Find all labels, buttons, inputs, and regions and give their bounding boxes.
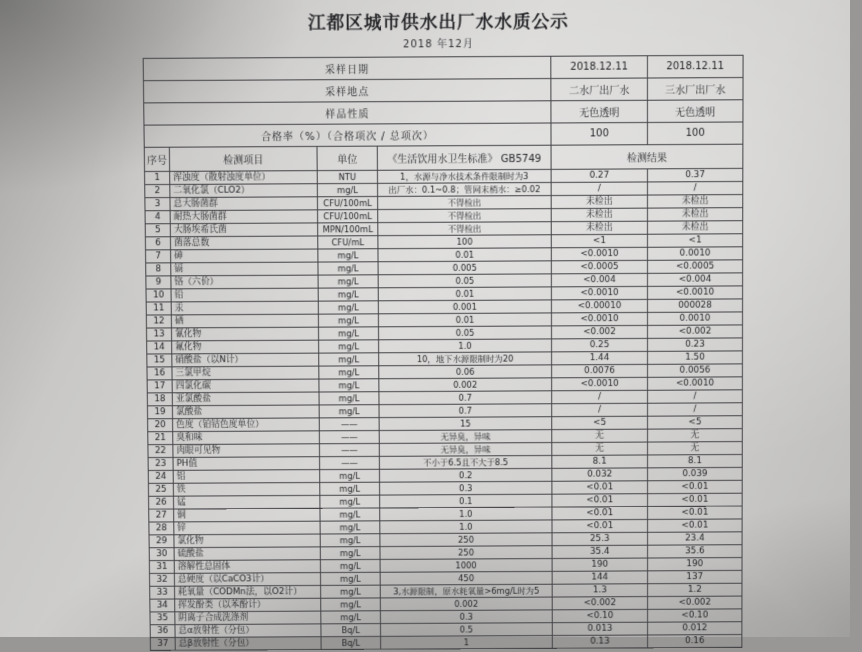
row-standard: 1000 [380, 559, 552, 573]
row-result-2: 8.1 [648, 454, 743, 467]
row-item: 氯酸盐 [172, 405, 319, 419]
row-result-1: <0.01 [552, 519, 648, 532]
row-no: 25 [148, 483, 173, 496]
row-standard: 250 [380, 546, 552, 560]
row-no: 24 [148, 470, 173, 483]
row-item: 三氯甲烷 [172, 366, 319, 380]
row-result-2: <0.0005 [647, 260, 742, 274]
row-result-2: 35.6 [648, 545, 743, 558]
row-result-1: <0.004 [551, 273, 647, 287]
row-unit: —— [319, 443, 379, 456]
info-value-1: 2018.12.11 [551, 56, 648, 79]
row-item: 菌落总数 [170, 236, 317, 250]
row-result-1: 0.25 [552, 338, 648, 351]
row-result-1: <0.0010 [551, 286, 647, 300]
row-item: 肉眼可见物 [173, 444, 320, 458]
row-no: 22 [148, 445, 173, 458]
row-item: 铁 [173, 482, 320, 496]
row-no: 35 [150, 612, 175, 625]
row-result-1: <0.002 [551, 325, 647, 338]
row-standard: 不得检出 [378, 222, 551, 236]
row-result-2: 0.0056 [648, 364, 743, 377]
row-item: 溶解性总固体 [174, 560, 320, 574]
row-result-2: <0.10 [648, 609, 742, 622]
row-result-2: 0.0010 [647, 247, 742, 261]
row-unit: CFU/100mL [318, 210, 378, 223]
row-unit: mg/L [320, 482, 380, 495]
row-standard: 0.5 [380, 623, 552, 637]
row-standard: 100 [378, 235, 551, 249]
row-result-1: <0.0010 [551, 247, 647, 261]
row-unit: mg/L [321, 611, 381, 624]
row-unit: mg/L [319, 366, 379, 379]
row-result-1: 8.1 [552, 455, 648, 468]
row-standard: 不小于6.5且不大于8.5 [379, 455, 552, 469]
row-unit: mg/L [319, 353, 379, 366]
row-unit: mg/L [318, 327, 378, 340]
row-unit: —— [319, 431, 379, 444]
row-no: 9 [146, 276, 171, 289]
row-unit: mg/L [318, 301, 378, 314]
row-result-1: <5 [552, 416, 648, 429]
row-no: 26 [149, 496, 174, 509]
row-item: 镉 [171, 262, 318, 276]
row-item: 总α放射性（分包） [175, 624, 321, 638]
row-result-2: 000028 [647, 299, 742, 313]
row-result-1: <0.0010 [551, 312, 647, 326]
row-item: 挥发酚类（以苯酚计） [175, 598, 321, 612]
row-item: 阴离子合成洗涤剂 [175, 611, 321, 625]
row-standard: 无异臭，异味 [379, 443, 552, 457]
row-standard: 0.1 [380, 494, 552, 508]
row-standard: 0.05 [378, 274, 551, 288]
row-result-2: 1.2 [648, 583, 742, 596]
row-unit: NTU [317, 170, 377, 183]
row-no: 15 [147, 354, 172, 367]
row-result-2: <0.0010 [647, 286, 742, 300]
col-header-result: 检测结果 [551, 144, 743, 169]
row-result-1: 144 [552, 571, 647, 584]
row-standard: 0.005 [378, 261, 551, 275]
row-result-2: 未检出 [647, 195, 742, 209]
row-no: 34 [150, 599, 175, 612]
row-result-1: 0.032 [552, 468, 648, 481]
row-item: 总硬度（以CaCO3计） [174, 573, 320, 587]
row-result-2: <0.002 [648, 325, 743, 338]
row-item: 四氯化碳 [172, 379, 319, 393]
row-item: 耗氧量（CODMn法，以O2计） [175, 585, 321, 599]
row-unit: mg/L [319, 379, 379, 392]
row-result-1: 无 [552, 442, 648, 455]
row-no: 8 [146, 263, 171, 276]
row-unit: CFU/100mL [317, 196, 377, 209]
row-result-2: <0.002 [648, 596, 742, 609]
row-standard: 0.01 [378, 248, 551, 262]
row-result-1: 未检出 [551, 221, 647, 235]
row-item: 锌 [174, 521, 320, 535]
row-result-1: 1.44 [552, 351, 648, 364]
info-value-1: 无色透明 [551, 100, 648, 123]
row-item: 铅 [171, 288, 318, 302]
info-label: 采样地点 [143, 79, 550, 103]
row-result-1: <0.10 [552, 609, 647, 622]
row-result-1: <0.01 [552, 481, 648, 494]
row-standard: 1，水源与净水技术条件限制时为3 [377, 169, 551, 183]
row-standard: 0.2 [379, 468, 551, 482]
row-result-2: 0.039 [648, 467, 743, 480]
row-standard: 0.002 [379, 378, 552, 392]
row-unit: mg/L [318, 249, 378, 262]
row-no: 27 [149, 509, 174, 522]
row-no: 23 [148, 457, 173, 470]
row-result-2: <1 [647, 234, 742, 248]
row-result-2: <0.004 [647, 273, 742, 287]
row-result-1: <0.0010 [552, 377, 648, 390]
row-no: 16 [147, 367, 172, 380]
row-result-1: <0.01 [552, 494, 648, 507]
row-item: 硒 [171, 314, 318, 328]
info-value-1: 100 [551, 122, 647, 145]
table-row [150, 635, 742, 651]
row-standard: 不得检出 [378, 209, 552, 223]
row-result-1: 0.013 [552, 622, 647, 635]
row-result-1: <0.002 [552, 597, 647, 610]
info-row [143, 55, 743, 80]
row-standard: 1.0 [380, 507, 552, 521]
row-result-1: / [552, 390, 648, 403]
row-no: 4 [145, 211, 170, 224]
row-item: 汞 [171, 301, 318, 315]
row-standard: 出厂水：0.1~0.8；管网末梢水：≥0.02 [378, 182, 552, 196]
row-no: 29 [149, 535, 174, 548]
row-unit: —— [320, 456, 380, 469]
row-item: 大肠埃希氏菌 [170, 223, 317, 237]
info-row [143, 78, 743, 103]
page-subtitle: 2018 年12月 [403, 38, 474, 51]
row-unit: mg/L [320, 534, 380, 547]
row-no: 33 [150, 586, 175, 599]
row-result-1: 190 [552, 558, 647, 571]
page-title: 江都区城市供水出厂水水质公示 [307, 12, 569, 34]
row-item: 亚氯酸盐 [172, 392, 319, 406]
row-unit: mg/L [318, 275, 378, 288]
info-label: 样品性质 [144, 101, 551, 125]
row-standard: 250 [380, 533, 552, 547]
row-standard: 0.3 [380, 481, 552, 495]
row-result-2: 无 [648, 442, 743, 455]
row-item: 总大肠菌群 [170, 197, 318, 211]
row-unit: MPN/100mL [318, 223, 378, 236]
row-result-2: <5 [648, 416, 743, 429]
row-item: 铝 [173, 470, 320, 484]
row-unit: mg/L [318, 262, 378, 275]
row-unit: CFU/mL [318, 236, 378, 249]
row-result-1: <0.01 [552, 507, 648, 520]
row-result-2: 0.23 [648, 338, 743, 351]
row-result-2: 未检出 [647, 208, 742, 222]
row-no: 5 [145, 224, 170, 237]
info-value-2: 无色透明 [647, 100, 743, 123]
row-result-2: 未检出 [647, 221, 742, 235]
row-no: 21 [148, 432, 173, 445]
row-result-2: <0.01 [648, 519, 743, 532]
row-item: 砷 [171, 249, 318, 263]
info-label: 合格率（%）（合格项次 / 总项次） [144, 123, 551, 147]
row-item: 铜 [174, 508, 320, 522]
row-no: 31 [149, 560, 174, 573]
row-unit: Bq/L [321, 636, 381, 649]
row-unit: mg/L [321, 598, 381, 611]
row-standard: 无异臭，异味 [379, 430, 552, 444]
row-result-1: 未检出 [551, 208, 647, 222]
row-no: 1 [145, 171, 170, 184]
row-unit: mg/L [320, 469, 380, 482]
row-standard: 10，地下水源限制时为20 [379, 352, 552, 366]
row-result-1: 1.3 [552, 584, 647, 597]
column-header-row [144, 144, 743, 171]
row-result-2: / [648, 390, 743, 403]
row-standard: 15 [379, 417, 552, 431]
row-result-2: 0.0010 [647, 312, 742, 325]
row-standard: 0.001 [378, 300, 551, 314]
info-value-2: 三水厂出厂水 [647, 78, 743, 101]
row-result-1: 0.27 [551, 169, 647, 183]
row-unit: —— [319, 418, 379, 431]
row-item: 氰化物 [171, 327, 318, 341]
row-no: 7 [146, 250, 171, 263]
row-unit: mg/L [318, 314, 378, 327]
row-no: 30 [149, 548, 174, 561]
row-result-2: <0.01 [648, 493, 743, 506]
row-standard: 0.7 [379, 404, 552, 418]
row-item: 臭和味 [173, 431, 320, 445]
row-standard: 0.002 [380, 597, 552, 611]
row-no: 20 [148, 419, 173, 432]
row-standard: 450 [380, 571, 552, 585]
row-result-1: / [551, 182, 647, 196]
row-unit: mg/L [320, 495, 380, 508]
row-result-1: 无 [552, 429, 648, 442]
row-no: 3 [145, 198, 170, 211]
row-result-1: 35.4 [552, 545, 648, 558]
row-result-2: 0.37 [647, 168, 742, 182]
row-item: 氟化物 [172, 340, 319, 354]
water-quality-table [143, 55, 744, 651]
row-no: 36 [150, 625, 175, 638]
row-result-2: <0.01 [648, 480, 743, 493]
row-result-1: <0.00010 [551, 299, 647, 313]
row-result-2: 137 [648, 570, 742, 583]
col-header-item: 检测项目 [169, 146, 317, 171]
row-standard: 0.7 [379, 391, 552, 405]
row-unit: Bq/L [321, 624, 381, 637]
row-result-1: 未检出 [551, 195, 647, 209]
row-item: 二氧化氯（CLO2） [170, 184, 318, 198]
row-no: 2 [145, 184, 170, 197]
row-no: 28 [149, 522, 174, 535]
row-result-2: 0.012 [648, 622, 742, 635]
row-result-2: 190 [648, 558, 742, 571]
row-result-2: / [647, 181, 742, 195]
info-value-2: 100 [647, 122, 742, 145]
row-result-2: 无 [648, 429, 743, 442]
info-label: 采样日期 [143, 56, 551, 80]
row-result-2: <0.0010 [648, 377, 743, 390]
row-no: 18 [147, 393, 172, 406]
row-result-2: 1.50 [648, 351, 743, 364]
row-item: 锰 [173, 495, 320, 509]
row-result-1: <1 [551, 234, 647, 248]
row-standard: 1 [381, 635, 553, 649]
row-result-1: <0.0005 [551, 260, 647, 274]
row-standard: 0.05 [378, 326, 551, 340]
row-result-1: 25.3 [552, 532, 648, 545]
row-unit: mg/L [317, 183, 377, 196]
row-unit: mg/L [320, 547, 380, 560]
info-value-2: 2018.12.11 [647, 55, 743, 78]
row-item: PH值 [173, 457, 320, 471]
info-value-1: 二水厂出厂水 [551, 78, 648, 101]
info-row [144, 100, 743, 125]
row-standard: 0.01 [378, 313, 551, 327]
row-standard: 1.0 [380, 520, 552, 534]
row-item: 硫酸盐 [174, 547, 320, 561]
row-item: 氯化物 [174, 534, 320, 548]
row-unit: mg/L [318, 288, 378, 301]
row-unit: mg/L [319, 405, 379, 418]
row-item: 耐热大肠菌群 [170, 210, 318, 224]
row-no: 19 [147, 406, 172, 419]
info-row [144, 122, 743, 147]
row-unit: mg/L [321, 585, 381, 598]
row-unit: mg/L [320, 521, 380, 534]
row-no: 14 [147, 341, 172, 354]
row-result-2: 23.4 [648, 532, 743, 545]
row-no: 11 [146, 302, 171, 315]
row-no: 10 [146, 289, 171, 302]
row-result-1: 0.13 [552, 635, 647, 648]
col-header-no: 序号 [144, 147, 169, 171]
row-item: 硝酸盐（以N计） [172, 353, 319, 367]
row-standard: 0.3 [380, 610, 552, 624]
row-item: 铬（六价） [171, 275, 318, 289]
row-no: 12 [146, 315, 171, 328]
row-no: 6 [145, 237, 170, 250]
row-unit: mg/L [319, 392, 379, 405]
row-standard: 0.06 [379, 365, 552, 379]
row-unit: mg/L [319, 340, 379, 353]
row-item: 总β放射性（分包） [175, 637, 321, 651]
row-standard: 不得检出 [378, 196, 552, 210]
row-no: 17 [147, 380, 172, 393]
col-header-unit: 单位 [317, 146, 377, 171]
row-result-1: 0.0076 [552, 364, 648, 377]
row-unit: mg/L [320, 559, 380, 572]
row-result-2: / [648, 403, 743, 416]
row-standard: 3,水源限制，原水耗氧量>6mg/L时为5 [380, 584, 552, 598]
row-result-2: 0.16 [648, 635, 742, 648]
row-item: 色度（铂钴色度单位） [173, 418, 320, 432]
row-standard: 0.01 [378, 287, 551, 301]
row-unit: mg/L [320, 572, 380, 585]
row-result-2: <0.01 [648, 506, 743, 519]
row-result-1: / [552, 403, 648, 416]
row-item: 浑浊度（散射浊度单位） [170, 171, 318, 185]
row-standard: 1.0 [379, 339, 552, 353]
row-no: 37 [150, 637, 175, 650]
row-unit: mg/L [320, 508, 380, 521]
row-no: 32 [149, 573, 174, 586]
row-no: 13 [146, 328, 171, 341]
col-header-standard: 《生活饮用水卫生标准》 GB5749 [377, 145, 551, 170]
